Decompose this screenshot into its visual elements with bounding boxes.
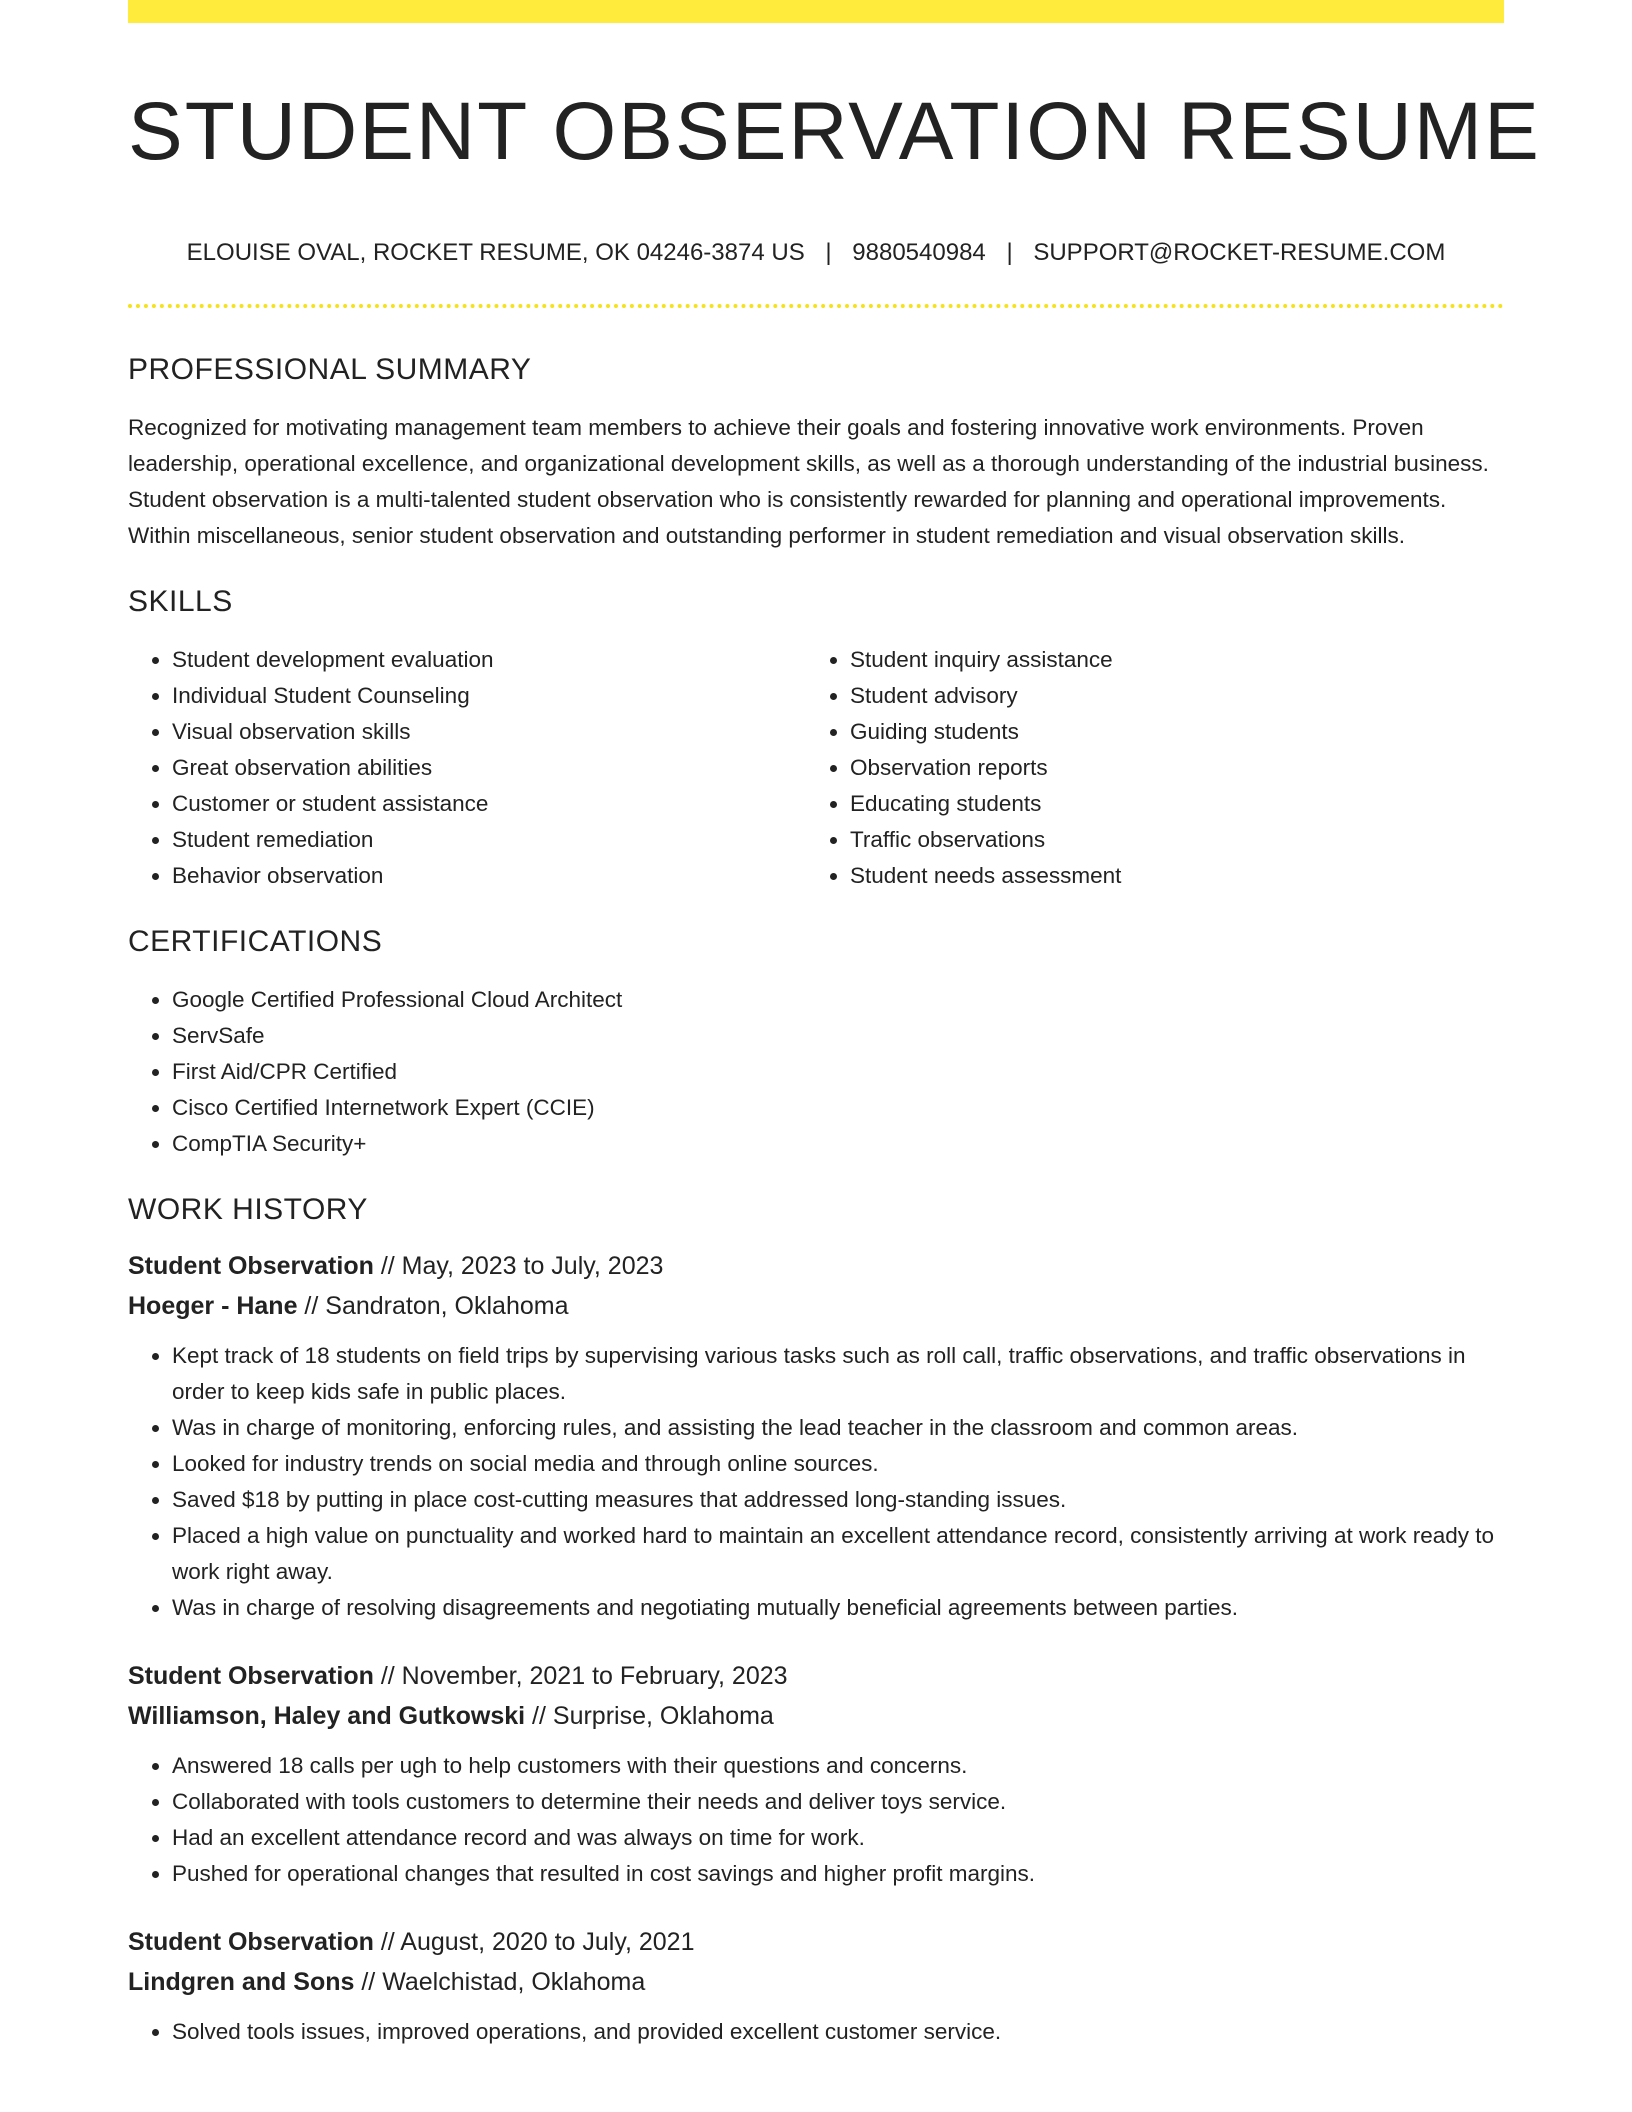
job-bullets	[128, 1338, 1504, 1626]
contact-email: SUPPORT@ROCKET-RESUME.COM	[1033, 239, 1446, 267]
job-bullet: • Looked for industry trends on social media and through online sources.	[172, 1446, 1504, 1482]
job-bullet: • Kept track of 18 students on field trips by supervising various tasks such as roll call, traffic observations, and traffic observations in order to keep kids safe in public places.	[172, 1338, 1504, 1410]
certifications-list	[128, 982, 1504, 1162]
job-dates: May, 2023 to July, 2023	[401, 1252, 664, 1281]
resume-title: STUDENT OBSERVATION RESUME	[128, 86, 1541, 177]
certification-item: • Google Certified Professional Cloud Architect	[172, 982, 1504, 1018]
job-separator: //	[373, 1252, 402, 1281]
job-title-line	[128, 1246, 1504, 1286]
summary-text: Recognized for motivating management team members to achieve their goals and fostering innovative work environments. Proven leadership, operational excellence, and organizational development skills, as well as a thorough understanding of the industrial business. Student observation is a multi-talented student observation who is consistently rewarded for planning and operational improvements. Within miscellaneous, senior student observation and outstanding performer in student remediation and visual observation skills.	[128, 415, 1489, 549]
contact-separator: |	[1006, 239, 1013, 267]
certification-item: • First Aid/CPR Certified	[172, 1054, 1504, 1090]
job-dates: August, 2020 to July, 2021	[400, 1928, 695, 1957]
contact-separator: |	[825, 239, 832, 267]
job-entry	[128, 1922, 1504, 2050]
job-dates: November, 2021 to February, 2023	[401, 1662, 788, 1691]
job-bullet: • Pushed for operational changes that resulted in cost savings and higher profit margins.	[172, 1856, 1504, 1892]
job-company: Hoeger - Hane	[128, 1292, 298, 1321]
job-location: Surprise, Oklahoma	[552, 1702, 774, 1731]
job-bullet: • Saved $18 by putting in place cost-cutting measures that addressed long-standing issues.	[172, 1482, 1504, 1518]
skill-item: • Educating students	[850, 786, 1484, 822]
job-entry	[128, 1246, 1504, 1626]
job-bullet: • Placed a high value on punctuality and worked hard to maintain an excellent attendance record, consistently arriving at work ready to work right away.	[172, 1518, 1504, 1590]
job-bullet: • Answered 18 calls per ugh to help customers with their questions and concerns.	[172, 1748, 1504, 1784]
resume-page	[128, 0, 1541, 2050]
certification-item: • Cisco Certified Internetwork Expert (CCIE)	[172, 1090, 1504, 1126]
job-separator: //	[297, 1292, 326, 1321]
certification-item: • CompTIA Security+	[172, 1126, 1504, 1162]
job-title: Student Observation	[128, 1928, 374, 1957]
job-title-line	[128, 1922, 1504, 1962]
skills-section	[128, 584, 1504, 894]
skill-item: • Observation reports	[850, 750, 1484, 786]
skills-list-right	[806, 642, 1484, 894]
skills-heading: SKILLS	[128, 585, 233, 619]
contact-address: ELOUISE OVAL, ROCKET RESUME, OK 04246-3874 US	[186, 239, 805, 267]
skill-item: • Individual Student Counseling	[172, 678, 806, 714]
job-company: Lindgren and Sons	[128, 1968, 355, 1997]
skill-item: • Student advisory	[850, 678, 1484, 714]
job-bullet: • Solved tools issues, improved operations, and provided excellent customer service.	[172, 2014, 1504, 2050]
job-separator: //	[525, 1702, 553, 1731]
job-title: Student Observation	[128, 1662, 374, 1691]
job-company-line	[128, 1286, 1504, 1326]
skill-item: • Student needs assessment	[850, 858, 1484, 894]
skill-item: • Visual observation skills	[172, 714, 806, 750]
skill-item: • Traffic observations	[850, 822, 1484, 858]
job-separator: //	[373, 1662, 402, 1691]
certifications-section	[128, 924, 1504, 1162]
summary-section	[128, 352, 1504, 554]
contact-line	[128, 239, 1504, 268]
skill-item: • Student inquiry assistance	[850, 642, 1484, 678]
job-bullet: • Collaborated with tools customers to determine their needs and deliver toys service.	[172, 1784, 1504, 1820]
certification-item: • ServSafe	[172, 1018, 1504, 1054]
skills-grid	[128, 642, 1504, 894]
work-history-heading: WORK HISTORY	[128, 1193, 368, 1227]
skill-item: • Customer or student assistance	[172, 786, 806, 822]
job-bullets	[128, 2014, 1504, 2050]
job-bullet: • Had an excellent attendance record and was always on time for work.	[172, 1820, 1504, 1856]
skill-item: • Great observation abilities	[172, 750, 806, 786]
skill-item: • Behavior observation	[172, 858, 806, 894]
work-history-section	[128, 1192, 1504, 2050]
job-company: Williamson, Haley and Gutkowski	[128, 1702, 526, 1731]
skill-item: • Student development evaluation	[172, 642, 806, 678]
job-company-line	[128, 1962, 1504, 2002]
skill-item: • Student remediation	[172, 822, 806, 858]
job-bullets	[128, 1748, 1504, 1892]
summary-heading: PROFESSIONAL SUMMARY	[128, 353, 532, 387]
contact-phone: 9880540984	[852, 239, 986, 267]
certifications-heading: CERTIFICATIONS	[128, 925, 383, 959]
job-bullet: • Was in charge of monitoring, enforcing rules, and assisting the lead teacher in the classroom and common areas.	[172, 1410, 1504, 1446]
skill-item: • Guiding students	[850, 714, 1484, 750]
job-bullet: • Was in charge of resolving disagreements and negotiating mutually beneficial agreements between parties.	[172, 1590, 1504, 1626]
accent-top-bar	[128, 0, 1504, 23]
job-separator: //	[354, 1968, 383, 1997]
job-entry	[128, 1656, 1504, 1892]
job-title: Student Observation	[128, 1252, 374, 1281]
job-location: Waelchistad, Oklahoma	[382, 1968, 646, 1997]
job-company-line	[128, 1696, 1504, 1736]
skills-list-left	[128, 642, 806, 894]
job-separator: //	[373, 1928, 401, 1957]
job-title-line	[128, 1656, 1504, 1696]
header-divider	[128, 304, 1504, 308]
job-location: Sandraton, Oklahoma	[325, 1292, 569, 1321]
